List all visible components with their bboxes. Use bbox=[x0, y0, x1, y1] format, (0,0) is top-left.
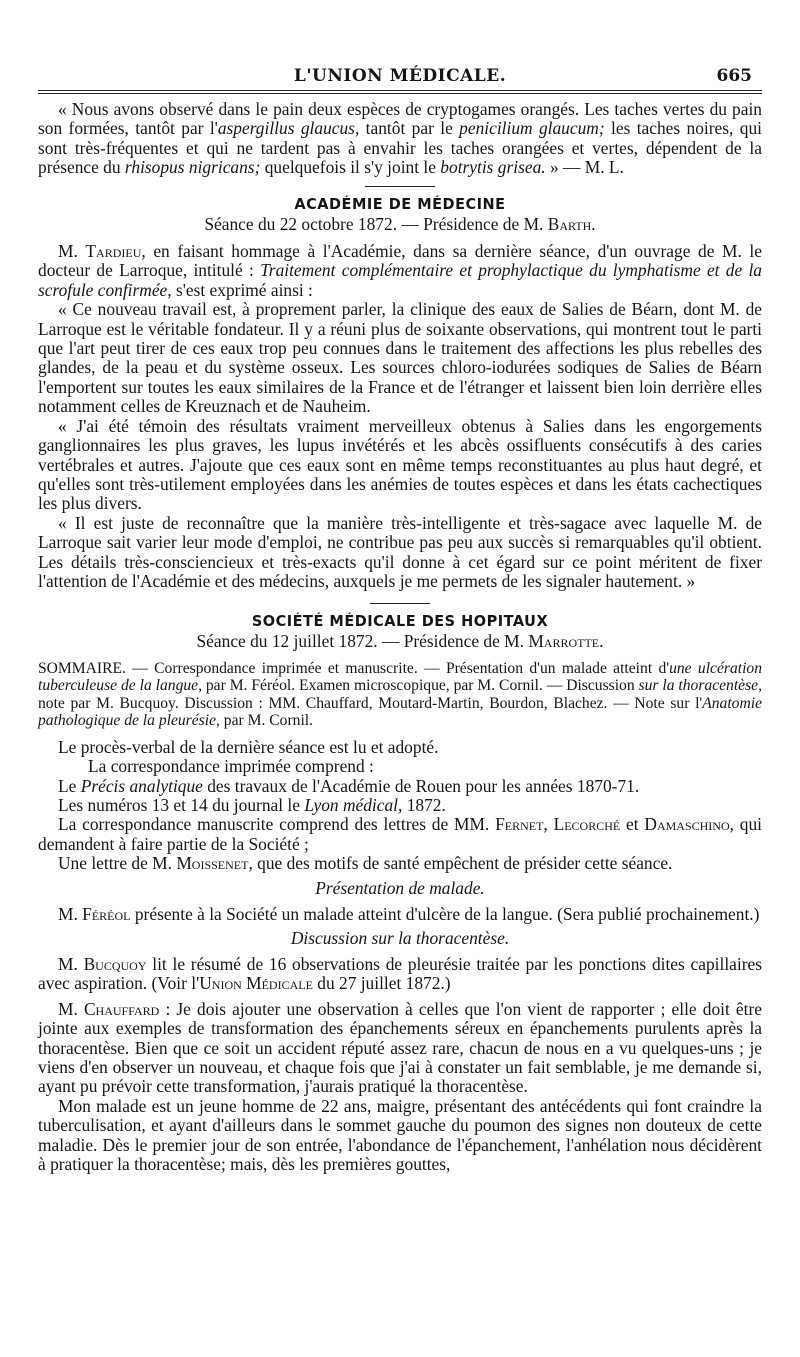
tardieu-paragraph: M. Tardieu, en faisant hommage à l'Académie, dans sa dernière séance, d'un ouvrage de M. le docteur de Larroque, intitulé : Traitement complémentaire et prophylactique du lymphatisme et de la scrofule confirmée, s'est exprimé ainsi : bbox=[38, 241, 762, 300]
section-separator bbox=[365, 186, 435, 187]
intro-paragraph: « Nous avons observé dans le pain deux espèces de cryptogames orangés. Les taches vertes du pain son formées, tantôt par l'aspergillus glaucus, tantôt par le penicilium glaucum; les taches noires, qui sont très-fréquentes et qui ne tardent pas à envahir les taches orangées et vertes, dépendent de la présence du rhisopus nigricans; quelquefois il s'y joint le botrytis grisea. » — M. L. bbox=[38, 99, 762, 178]
correspondance-manuscrite-paragraph: La correspondance manuscrite comprend des lettres de MM. Fernet, Lecorché et Damaschino, qui demandent à faire partie de la Société ; bbox=[38, 814, 763, 854]
quote-paragraph-3: « Il est juste de reconnaître que la manière très-intelligente et très-sagace avec laquelle M. de Larroque sait varier leur mode d'emploi, ne contribue pas peu aux succès si remarquables qu'il obtient. Les détails très-consciencieux et très-exacts qu'il donne à cet égard sur ce point méritent de fixer l'attention de l'Académie et des médecins, auxquels je me permets de les signaler hautement. » bbox=[38, 512, 762, 591]
section-heading-societe: SOCIÉTÉ MÉDICALE DES HOPITAUX bbox=[251, 613, 549, 631]
precis-line: Le Précis analytique des travaux de l'Académie de Rouen pour les années 1870-71. bbox=[58, 775, 640, 796]
quote-paragraph-1: « Ce nouveau travail est, à proprement parler, la clinique des eaux de Salies de Béarn, dont M. de Larroque est le véritable fondateur. Il y a réuni plus de soixante observations, qui montrent tout le parti que l'art peut tirer de ces eaux trop peu connues dans le traitement des affections les plus rebelles des glandes, de la peau et du système osseux. Les sources chloro-iodurées sodiques de Salies de Béarn l'emportent sur toutes les eaux similaires de la France et de l'étranger et laissent bien loin derrière elles notamment celles de Kreuznach et de Nauheim. bbox=[38, 299, 762, 417]
correspondance-imprimee-line: La correspondance imprimée comprend : bbox=[88, 756, 374, 777]
proces-verbal-line: Le procès-verbal de la dernière séance est lu et adopté. bbox=[58, 736, 439, 757]
running-header bbox=[38, 60, 762, 90]
ferreol-paragraph: M. Féréol présente à la Société un malade atteint d'ulcère de la langue. (Sera publié prochainement.) bbox=[58, 903, 760, 924]
section-separator bbox=[370, 603, 430, 604]
seance-line-societe: Séance du 12 juillet 1872. — Présidence de M. Marrotte. bbox=[196, 631, 604, 652]
bucquoy-paragraph: M. Bucquoy lit le résumé de 16 observations de pleurésie traitée par les ponctions dites capillaires avec aspiration. (Voir l'Union Médicale du 27 juillet 1872.) bbox=[38, 954, 762, 994]
journal-title: L'UNION MÉDICALE. bbox=[293, 66, 507, 86]
sommaire-block: SOMMAIRE. — Correspondance imprimée et manuscrite. — Présentation d'un malade atteint d'une ulcération tuberculeuse de la langue, par M. Féréol. Examen microscopique, par M. Cornil. — Discussion sur la thoracentèse, note par M. Bucquoy. Discussion : MM. Chauffard, Moutard-Martin, Bourdon, Blachez. — Note sur l'Anatomie pathologique de la pleurésie, par M. Cornil. bbox=[38, 659, 762, 730]
header-rule bbox=[38, 90, 762, 94]
section-heading-academie: ACADÉMIE DE MÉDECINE bbox=[294, 196, 506, 214]
seance-line-academie: Séance du 22 octobre 1872. — Présidence de M. Barth. bbox=[204, 213, 596, 234]
malade-paragraph: Mon malade est un jeune homme de 22 ans, maigre, présentant des antécédents qui font craindre la tuberculisation, et ayant d'ailleurs dans le sommet gauche du poumon des signes non douteux de cette maladie. Dès le premier jour de son entrée, l'abondance de l'épanchement, l'anhélation nous décidèrent à pratiquer la thoracentèse; mais, dès les premières gouttes, bbox=[38, 1095, 762, 1175]
lettre-line: Une lettre de M. Moissenet, que des motifs de santé empêchent de présider cette séance. bbox=[58, 853, 673, 874]
page-number: 665 bbox=[716, 66, 752, 86]
quote-paragraph-2: « J'ai été témoin des résultats vraiment merveilleux obtenus à Salies dans les engorgements ganglionnaires les plus graves, les lupus invétérés et les abcès ossifluents consécutifs à des caries vertébrales et autres. J'ajoute que ces eaux sont en même temps reconstituantes au plus haut degré, et qu'elles sont très-utilement employées dans les anémies de toutes espèces et dans les états cachectiques les plus divers. bbox=[38, 415, 762, 514]
subheading-presentation: Présentation de malade. bbox=[315, 877, 485, 898]
chauffard-paragraph: M. Chauffard : Je dois ajouter une observation à celles que l'on vient de rapporter ; elle doit être jointe aux exemples de transformation des épanchements séreux en épanchements purulents après la thoracentèse. Bien que ce soit un accident réputé assez rare, chacun de nous en a vu quelques-uns ; je viens d'en observer un nouveau, et chaque fois que j'ai à constater un fait semblable, je me demande si, ayant pu prévoir cette transformation, j'aurais pratiqué la thoracentèse. bbox=[38, 998, 762, 1097]
subheading-discussion: Discussion sur la thoracentèse. bbox=[290, 928, 510, 948]
numeros-line: Les numéros 13 et 14 du journal le Lyon médical, 1872. bbox=[58, 794, 446, 815]
